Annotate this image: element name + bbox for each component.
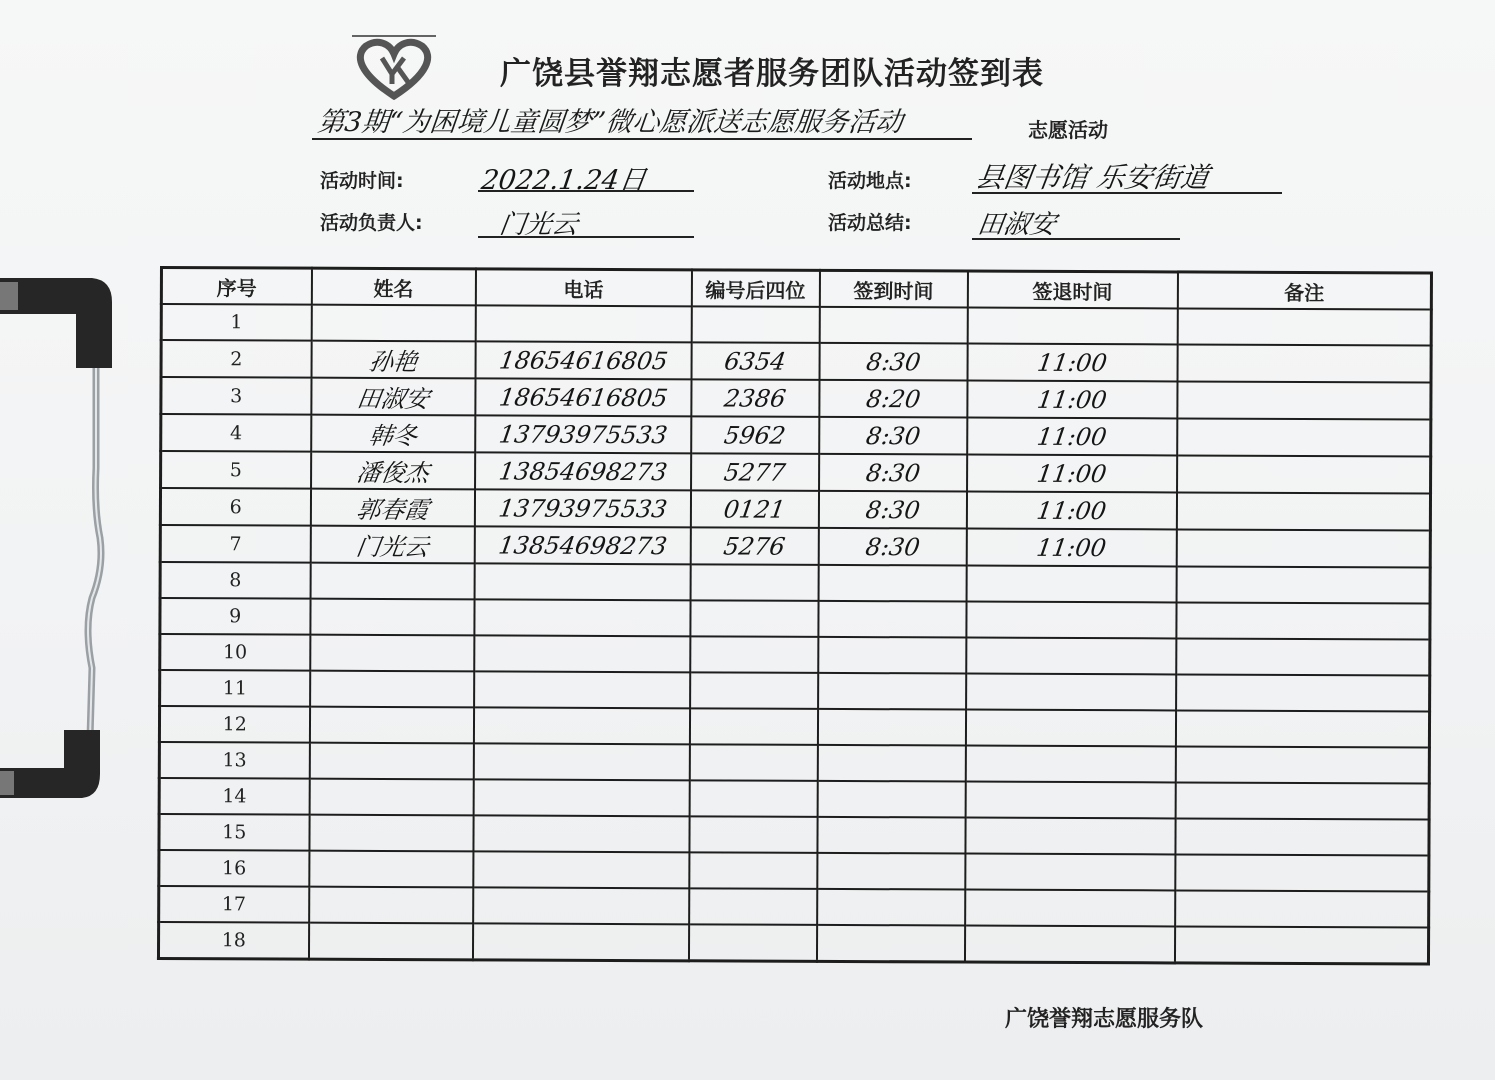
row-code [690, 600, 818, 637]
row-note [1177, 381, 1431, 419]
row-sign-out-text: 11:00 [1035, 385, 1109, 414]
row-phone [474, 599, 690, 636]
row-note [1176, 674, 1430, 711]
row-sign-in [817, 817, 965, 854]
row-name [310, 635, 474, 672]
header-no: 序号 [161, 268, 311, 305]
summary-underline [972, 238, 1180, 240]
row-phone [475, 305, 691, 342]
row-code [690, 636, 818, 673]
row-sign-in [818, 637, 966, 674]
row-code-text: 2386 [722, 383, 788, 413]
row-name [310, 489, 474, 527]
time-label: 活动时间: [320, 170, 404, 192]
row-note [1175, 890, 1429, 927]
table-row [159, 778, 1429, 820]
row-phone [474, 526, 690, 564]
row-code [691, 453, 819, 491]
row-code [689, 888, 817, 925]
row-sign-out [965, 890, 1175, 927]
row-phone [473, 779, 689, 816]
row-sign-in [819, 307, 967, 344]
row-phone [474, 563, 690, 600]
row-code [691, 342, 819, 380]
table-header-row [161, 268, 1431, 310]
leader-value: 门光云 [497, 210, 580, 240]
activity-name-suffix: 志愿活动 [1028, 118, 1108, 142]
table-row [160, 488, 1430, 531]
row-phone-text: 13854698273 [496, 530, 669, 560]
row-no: 15 [159, 814, 309, 851]
row-sign-out [966, 492, 1176, 530]
row-note [1176, 566, 1430, 603]
row-sign-out [967, 418, 1177, 456]
row-sign-in [817, 709, 965, 746]
row-no: 8 [160, 562, 310, 599]
row-name [311, 378, 475, 416]
row-sign-in [818, 528, 966, 566]
row-phone [473, 887, 689, 924]
table-row [161, 414, 1431, 457]
table-row [159, 742, 1429, 784]
row-no: 10 [160, 634, 310, 671]
row-sign-in [819, 380, 967, 418]
row-sign-out [967, 344, 1177, 382]
row-name [310, 526, 474, 564]
row-sign-out [965, 782, 1175, 819]
form-title: 广饶县誉翔志愿者服务团队活动签到表 [500, 56, 1044, 92]
table-row [159, 814, 1429, 856]
row-name-text: 门光云 [353, 532, 430, 562]
footer-organization: 广饶誉翔志愿服务队 [1005, 1007, 1204, 1032]
row-sign-in [817, 781, 965, 818]
place-underline [972, 192, 1282, 194]
row-note [1174, 926, 1428, 964]
sign-in-table-wrap [157, 266, 1430, 994]
row-sign-out [965, 746, 1175, 783]
row-phone [474, 671, 690, 708]
row-sign-in-text: 8:20 [863, 384, 922, 413]
row-phone [474, 489, 690, 527]
row-phone [473, 743, 689, 780]
row-no: 9 [160, 598, 310, 635]
sign-in-table [157, 266, 1433, 966]
row-phone [475, 415, 691, 453]
row-note [1177, 308, 1431, 345]
row-note [1176, 492, 1430, 530]
row-sign-in-text: 8:30 [863, 495, 922, 524]
table-row [161, 377, 1431, 420]
row-no: 3 [161, 377, 311, 415]
row-sign-out [966, 529, 1176, 567]
row-code-text: 5962 [722, 420, 788, 450]
row-phone [474, 635, 690, 672]
row-note [1175, 782, 1429, 819]
row-name-text: 潘俊杰 [354, 458, 431, 488]
header-note: 备注 [1177, 272, 1431, 310]
header-phone: 电话 [475, 269, 691, 306]
row-sign-in-text: 8:30 [863, 421, 922, 450]
row-no: 13 [159, 742, 309, 779]
row-sign-in-text: 8:30 [863, 458, 922, 487]
row-no: 2 [161, 340, 311, 378]
row-sign-out [965, 854, 1175, 891]
activity-name-handwritten: 第3期“为困境儿童圆梦”微心愿派送志愿服务活动 [316, 107, 905, 138]
row-sign-in [817, 889, 965, 926]
row-no: 11 [160, 670, 310, 707]
row-note [1177, 418, 1431, 456]
row-note [1175, 746, 1429, 783]
row-name [310, 671, 474, 708]
time-underline [478, 190, 694, 192]
row-note [1177, 455, 1431, 493]
row-name [310, 599, 474, 636]
row-name [308, 923, 472, 960]
row-phone [475, 378, 691, 416]
row-code [691, 306, 819, 343]
row-code [690, 527, 818, 565]
row-sign-out-text: 11:00 [1034, 533, 1108, 562]
row-note [1177, 344, 1431, 382]
row-no: 18 [158, 922, 308, 959]
row-sign-in-text: 8:30 [864, 347, 923, 376]
row-name [309, 851, 473, 888]
row-name [311, 341, 475, 379]
row-phone [475, 452, 691, 490]
row-no: 4 [161, 414, 311, 452]
row-phone-text: 13793975533 [496, 493, 669, 523]
table-row [159, 886, 1429, 928]
row-code-text: 0121 [721, 494, 788, 524]
row-sign-out-text: 11:00 [1034, 459, 1109, 488]
row-code [689, 708, 817, 745]
row-phone [473, 851, 689, 888]
row-code [689, 852, 817, 889]
row-phone [473, 815, 689, 852]
row-sign-in [818, 601, 966, 638]
heart-yx-logo-icon [352, 34, 436, 102]
row-note [1176, 602, 1430, 639]
leader-label: 活动负责人: [320, 212, 423, 234]
row-no: 12 [159, 706, 309, 743]
row-code [690, 490, 818, 528]
row-sign-in [817, 745, 965, 782]
table-row [160, 670, 1430, 712]
table-row [161, 304, 1431, 346]
row-sign-out-text: 11:00 [1034, 496, 1109, 525]
row-sign-in [818, 673, 966, 710]
row-sign-out [966, 674, 1176, 711]
row-code [690, 564, 818, 601]
row-sign-out-text: 11:00 [1035, 348, 1109, 377]
row-no: 16 [159, 850, 309, 887]
row-sign-out [967, 455, 1177, 493]
row-note [1175, 854, 1429, 891]
row-name-text: 郭春霞 [354, 495, 431, 525]
row-code-text: 5277 [722, 457, 788, 487]
row-name [311, 452, 475, 490]
row-sign-out [965, 710, 1175, 747]
row-phone-text: 18654616805 [496, 382, 669, 412]
row-phone [472, 923, 688, 960]
row-name [309, 743, 473, 780]
row-no: 17 [159, 886, 309, 923]
header-name: 姓名 [311, 268, 475, 305]
row-sign-in [819, 417, 967, 455]
row-sign-out [966, 638, 1176, 675]
row-note [1176, 529, 1430, 567]
table-row [159, 706, 1429, 748]
time-value: 2022.1.24日 [479, 165, 649, 196]
header-code: 编号后四位 [691, 270, 819, 307]
row-sign-out [967, 308, 1177, 345]
row-phone-text: 18654616805 [497, 345, 670, 375]
place-label: 活动地点: [828, 170, 912, 192]
table-row [160, 525, 1430, 568]
row-phone [475, 341, 691, 379]
row-no: 6 [160, 488, 310, 526]
table-row [161, 340, 1431, 383]
header-sign-in: 签到时间 [819, 270, 967, 307]
row-code-text: 5276 [721, 531, 787, 561]
row-no: 7 [160, 525, 310, 563]
row-sign-out [966, 602, 1176, 639]
row-phone-text: 13854698273 [496, 456, 669, 486]
row-code [689, 816, 817, 853]
row-name [310, 563, 474, 600]
row-name [309, 707, 473, 744]
row-name [309, 815, 473, 852]
table-row [161, 451, 1431, 494]
row-phone [473, 707, 689, 744]
row-note [1175, 818, 1429, 855]
row-code [691, 379, 819, 417]
row-name-text: 韩冬 [366, 421, 419, 451]
row-sign-out [967, 381, 1177, 419]
table-row [159, 850, 1429, 892]
row-name [311, 305, 475, 342]
row-code [688, 924, 816, 961]
row-code [690, 672, 818, 709]
row-name [311, 415, 475, 453]
row-code [689, 744, 817, 781]
row-name [309, 887, 473, 924]
clipboard-clip-icon [0, 268, 120, 828]
row-sign-out [966, 566, 1176, 603]
row-no: 1 [161, 304, 311, 341]
row-sign-out [964, 926, 1174, 963]
row-name [309, 779, 473, 816]
row-no: 14 [159, 778, 309, 815]
row-name-text: 孙艳 [366, 347, 419, 377]
table-row [160, 562, 1430, 604]
place-value: 县图书馆 乐安街道 [973, 161, 1212, 194]
table-row [158, 922, 1428, 964]
row-sign-in [819, 343, 967, 381]
summary-value: 田淑安 [975, 210, 1058, 240]
summary-label: 活动总结: [828, 212, 912, 234]
header-sign-out: 签退时间 [967, 271, 1177, 308]
row-note [1175, 710, 1429, 747]
row-name-text: 田淑安 [354, 384, 431, 414]
table-row [160, 634, 1430, 676]
row-sign-in [818, 565, 966, 602]
table-row [160, 598, 1430, 640]
row-sign-in [819, 454, 967, 492]
row-sign-out-text: 11:00 [1035, 422, 1109, 451]
row-sign-in [817, 853, 965, 890]
row-sign-in [816, 925, 964, 962]
row-sign-in [818, 491, 966, 529]
row-code [689, 780, 817, 817]
row-sign-out [965, 818, 1175, 855]
row-phone-text: 13793975533 [496, 419, 669, 449]
row-sign-in-text: 8:30 [863, 532, 922, 561]
leader-underline [478, 236, 694, 238]
row-no: 5 [161, 451, 311, 489]
row-note [1176, 638, 1430, 675]
row-code [691, 416, 819, 454]
row-code-text: 6354 [722, 346, 788, 376]
